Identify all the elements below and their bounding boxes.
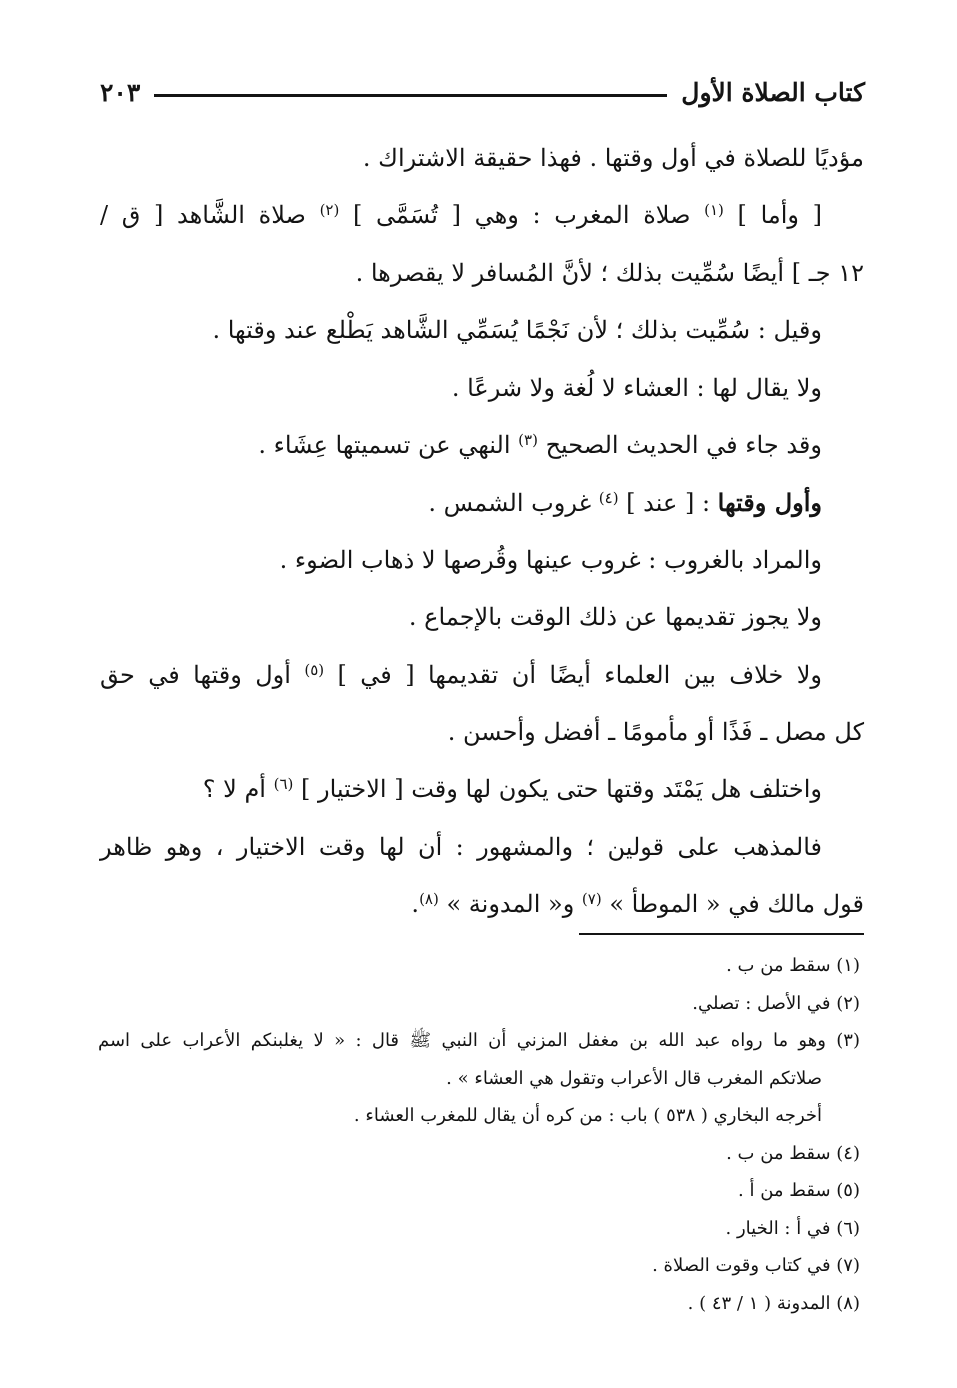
chapter-title: كتاب الصلاة الأول: [681, 77, 865, 107]
running-header: [100, 70, 865, 114]
bold-lead: وأول وقتها: [717, 488, 822, 518]
footnote: (١) سقط من ب .: [726, 955, 860, 976]
footnote-marker: (٦): [273, 775, 294, 794]
footnote: (٣) وهو ما رواه عبد الله بن مغفل المزني أن النبي ﷺ قال : « لا يغلبنكم الأعراب على اسم: [98, 1030, 860, 1051]
text-line: قول مالك في « الموطأ » $^{(٧)}$ و« المدونة » $^{(٨)}$.: [411, 890, 864, 919]
text-line: ولا يجوز تقديمها عن ذلك الوقت بالإجماع .: [408, 603, 822, 632]
text-line: وقد جاء في الحديث الصحيح $^{(٣)}$ النهي عن تسميتها عِشَاء .: [258, 430, 822, 459]
page-number: ٢٠٣: [100, 77, 141, 107]
header-rule: [154, 94, 667, 97]
footnote: (٤) سقط من ب .: [726, 1142, 860, 1164]
main-text: [100, 130, 864, 933]
text-line: فالمذهب على قولين ؛ والمشهور : أن لها وقت الاختيار ، وهو ظاهر: [100, 832, 822, 861]
footnote-marker: (٢): [319, 201, 340, 220]
footnote: (٧) في كتاب وقوت الصلاة .: [652, 1255, 860, 1276]
text-line-with-bold-lead: [100, 474, 864, 531]
footnote-marker: (١): [704, 201, 724, 220]
text-line: مؤديًا للصلاة في أول وقتها . فهذا حقيقة الاشتراك .: [362, 144, 864, 172]
footnote-marker: (٧): [581, 890, 602, 909]
footnote-marker: (٨): [419, 890, 439, 909]
text-line: ولا يقال لها : العشاء لا لُغة ولا شرعًا .: [451, 373, 822, 402]
footnote-marker: (٣): [518, 430, 538, 449]
footnote-continuation: أخرجه البخاري ( ٥٣٨ ) باب : من كره أن يقال للمغرب العشاء .: [353, 1105, 822, 1126]
footnote-continuation: صلاتكم المغرب قال الأعراب وتقول هي العشاء » .: [446, 1067, 822, 1089]
footnote: (٦) في أ : الخيار .: [725, 1217, 860, 1239]
footnote: (٨) المدونة ( ١ / ٤٣ ) .: [687, 1292, 860, 1314]
footnote: (٢) في الأصل : تصلي.: [692, 992, 860, 1014]
footnote-separator: [579, 933, 864, 935]
footnote: (٥) سقط من أ .: [738, 1180, 860, 1201]
text-line: والمراد بالغروب : غروب عينها وقُرصها لا ذهاب الضوء .: [279, 545, 822, 574]
text-line: ١٢ جـ ] أيضًا سُمِّيت بذلك ؛ لأنَّ المُسافر لا يقصرها .: [355, 258, 864, 287]
text-line: كل مصل ـ فَذًا أو مأمومًا ـ أفضل وأحسن .: [447, 717, 864, 746]
text-line: وقيل : سُمِّيت بذلك ؛ لأن نَجْمًا يُسَمِّي الشَّاهد يَطْلع عند وقتها .: [212, 316, 822, 345]
text-rest: : [ عند ] $^{(٤)}$ غروب الشمس .: [428, 489, 718, 518]
footnotes: [98, 947, 860, 1322]
footnote-marker: (٥): [304, 660, 325, 679]
text-line: واختلف هل يَمْتَد وقتها حتى يكون لها وقت [ الاختيار ] $^{(٦)}$ أم لا ؟: [202, 775, 822, 804]
text-line: ولا خلاف بين العلماء أيضًا أن تقديمها [ في ] $^{(٥)}$ أول وقتها في حق: [100, 660, 823, 689]
text-line: [ وأما ] $^{(١)}$ صلاة المغرب : وهي [ تُسَمَّى ] $^{(٢)}$ صلاة الشَّاهد [ ق /: [100, 201, 823, 230]
